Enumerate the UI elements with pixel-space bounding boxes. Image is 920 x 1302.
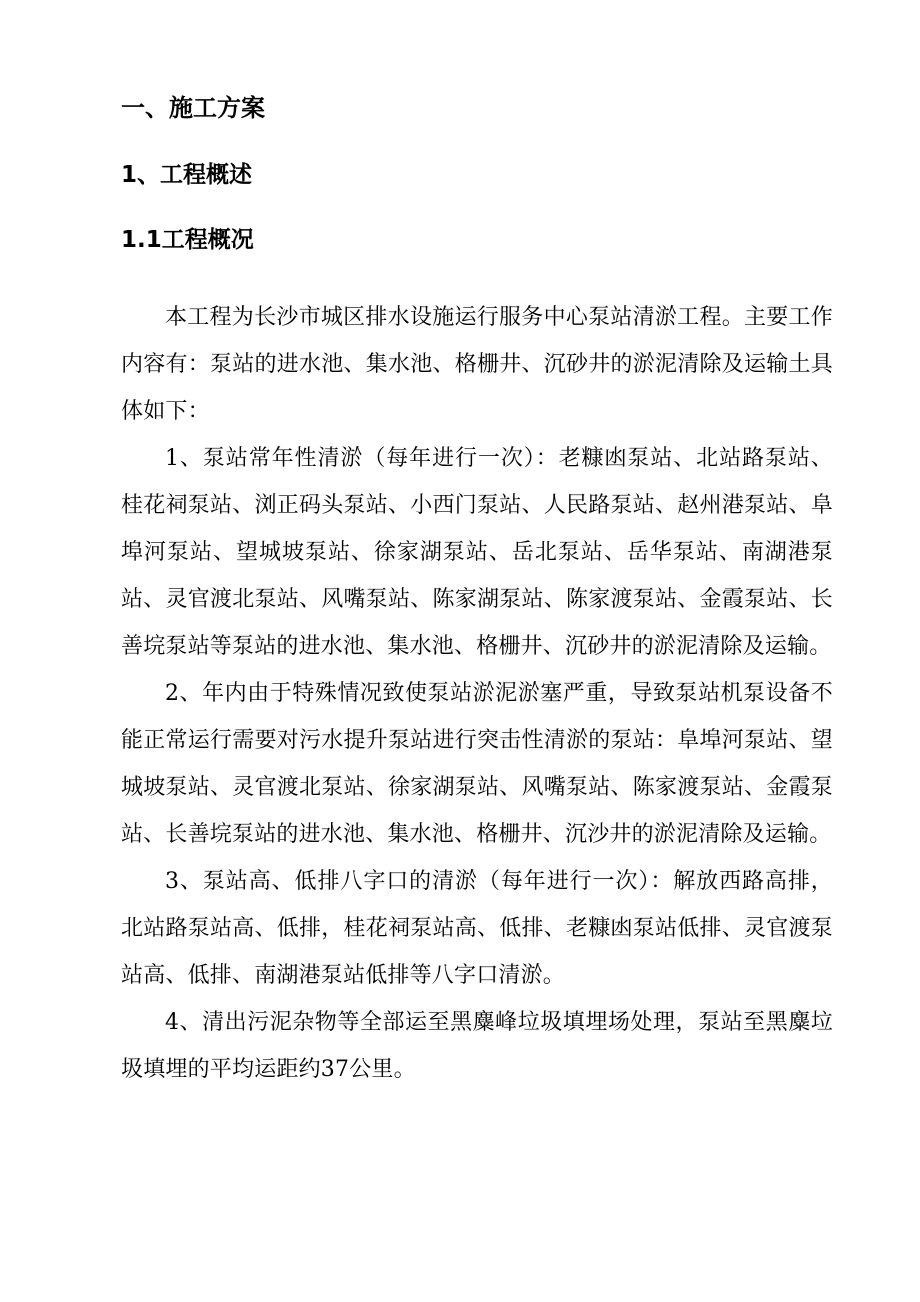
item-4-paragraph: 4、清出污泥杂物等全部运至黑麋峰垃圾填埋场处理，泵站至黑麋垃圾填埋的平均运距约37公里。 — [121, 1010, 833, 1082]
intro-paragraph: 本工程为长沙市城区排水设施运行服务中心泵站清淤工程。主要工作内容有：泵站的进水池、集水池、格栅井、沉砂井的淤泥清除及运输土具体如下： — [121, 305, 833, 424]
situation-heading: 1.1工程概况 — [121, 227, 254, 253]
overview-heading: 1、工程概述 — [121, 162, 253, 188]
item-1-paragraph: 1、泵站常年性清淤（每年进行一次）：老糠凼泵站、北站路泵站、桂花祠泵站、浏正码头泵站、小西门泵站、人民路泵站、赵州港泵站、阜埠河泵站、望城坡泵站、徐家湖泵站、岳北泵站、岳华泵站、南湖港泵站、灵官渡北泵站、风嘴泵站、陈家湖泵站、陈家渡泵站、金霞泵站、长善垸泵站等泵站的进水池、集水池、格栅井、沉砂井的淤泥清除及运输。 — [121, 446, 833, 659]
body-text — [121, 294, 833, 1093]
item-2-paragraph: 2、年内由于特殊情况致使泵站淤泥淤塞严重，导致泵站机泵设备不能正常运行需要对污水提升泵站进行突击性清淤的泵站：阜埠河泵站、望城坡泵站、灵官渡北泵站、徐家湖泵站、风嘴泵站、陈家渡泵站、金霞泵站、长善垸泵站的进水池、集水池、格栅井、沉沙井的淤泥清除及运输。 — [121, 681, 833, 847]
item-3-paragraph: 3、泵站高、低排八字口的清淤（每年进行一次）：解放西路高排，北站路泵站高、低排，桂花祠泵站高、低排、老糠凼泵站低排、灵官渡泵站高、低排、南湖港泵站低排等八字口清淤。 — [121, 869, 833, 988]
section-heading: 一、施工方案 — [121, 94, 265, 122]
